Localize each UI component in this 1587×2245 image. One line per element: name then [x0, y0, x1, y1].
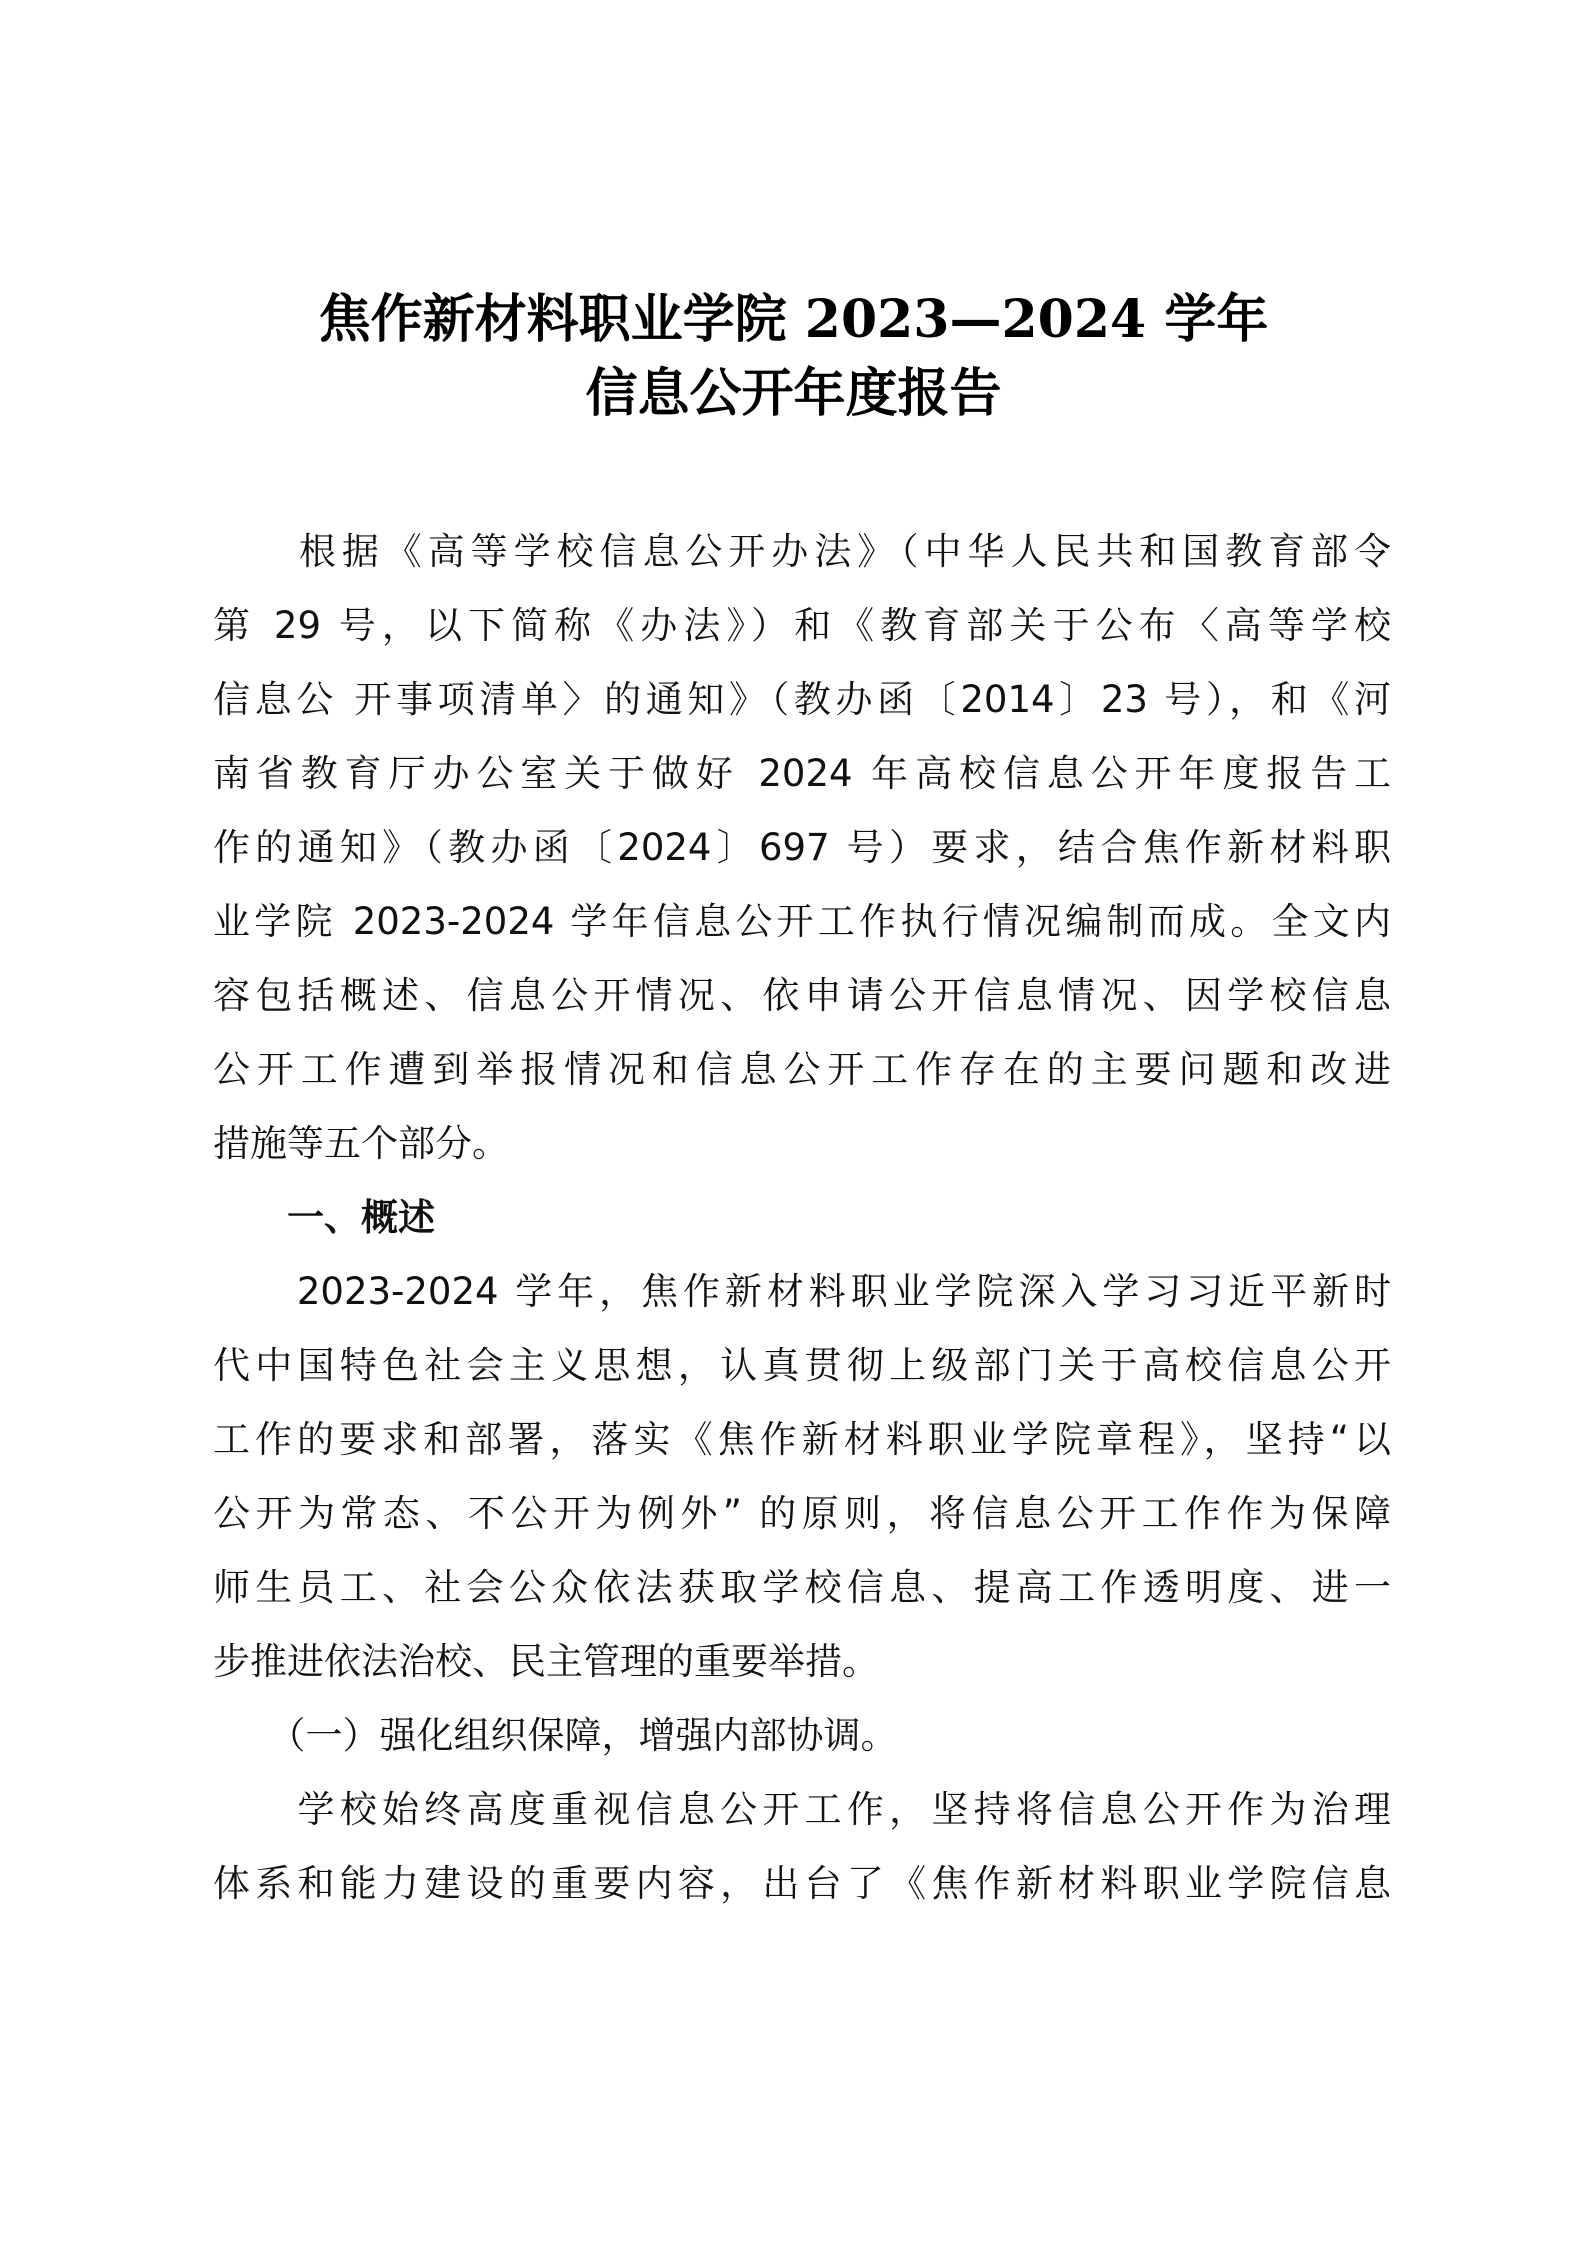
- body-line: 公开为常态、不公开为例外” 的原则，将信息公开工作作为保障: [213, 1492, 1391, 1535]
- body-line: 代中国特色社会主义思想，认真贯彻上级部门关于高校信息公开: [213, 1344, 1391, 1387]
- body-line: 作的通知》（教办函〔2024〕697 号）要求，结合焦作新材料职: [213, 826, 1391, 869]
- document-title-line-1: 焦作新材料职业学院 2023—2024 学年: [318, 289, 1269, 350]
- body-line: 第 29 号，以下简称《办法》）和《教育部关于公布〈高等学校: [213, 604, 1391, 647]
- body-line: 2023-2024 学年，焦作新材料职业学院深入学习习近平新时: [213, 1270, 1391, 1313]
- body-line: 信息公 开事项清单〉的通知》（教办函〔2014〕23 号），和《河: [213, 678, 1391, 721]
- body-line: 容包括概述、信息公开情况、依申请公开信息情况、因学校信息: [213, 974, 1391, 1017]
- body-line: 南省教育厅办公室关于做好 2024 年高校信息公开年度报告工: [213, 752, 1391, 795]
- body-line: 公开工作遭到举报情况和信息公开工作存在的主要问题和改进: [213, 1048, 1391, 1091]
- body-line: 业学院 2023-2024 学年信息公开工作执行情况编制而成。全文内: [213, 900, 1391, 943]
- body-line: 师生员工、社会公众依法获取学校信息、提高工作透明度、进一: [213, 1566, 1391, 1609]
- document-title-line-2: 信息公开年度报告: [585, 363, 1002, 424]
- body-line: 体系和能力建设的重要内容，出台了《焦作新材料职业学院信息: [213, 1862, 1391, 1905]
- body-line: 步推进依法治校、民主管理的重要举措。: [213, 1640, 879, 1683]
- body-line: 工作的要求和部署，落实《焦作新材料职业学院章程》，坚持“以: [213, 1418, 1391, 1461]
- body-line: 学校始终高度重视信息公开工作，坚持将信息公开作为治理: [213, 1788, 1391, 1831]
- section-heading: 一、概述: [213, 1196, 435, 1239]
- body-line: 措施等五个部分。: [213, 1122, 509, 1165]
- body-line: 根据《高等学校信息公开办法》（中华人民共和国教育部令: [213, 530, 1391, 573]
- subsection-heading: （一）强化组织保障，增强内部协调。: [213, 1714, 898, 1757]
